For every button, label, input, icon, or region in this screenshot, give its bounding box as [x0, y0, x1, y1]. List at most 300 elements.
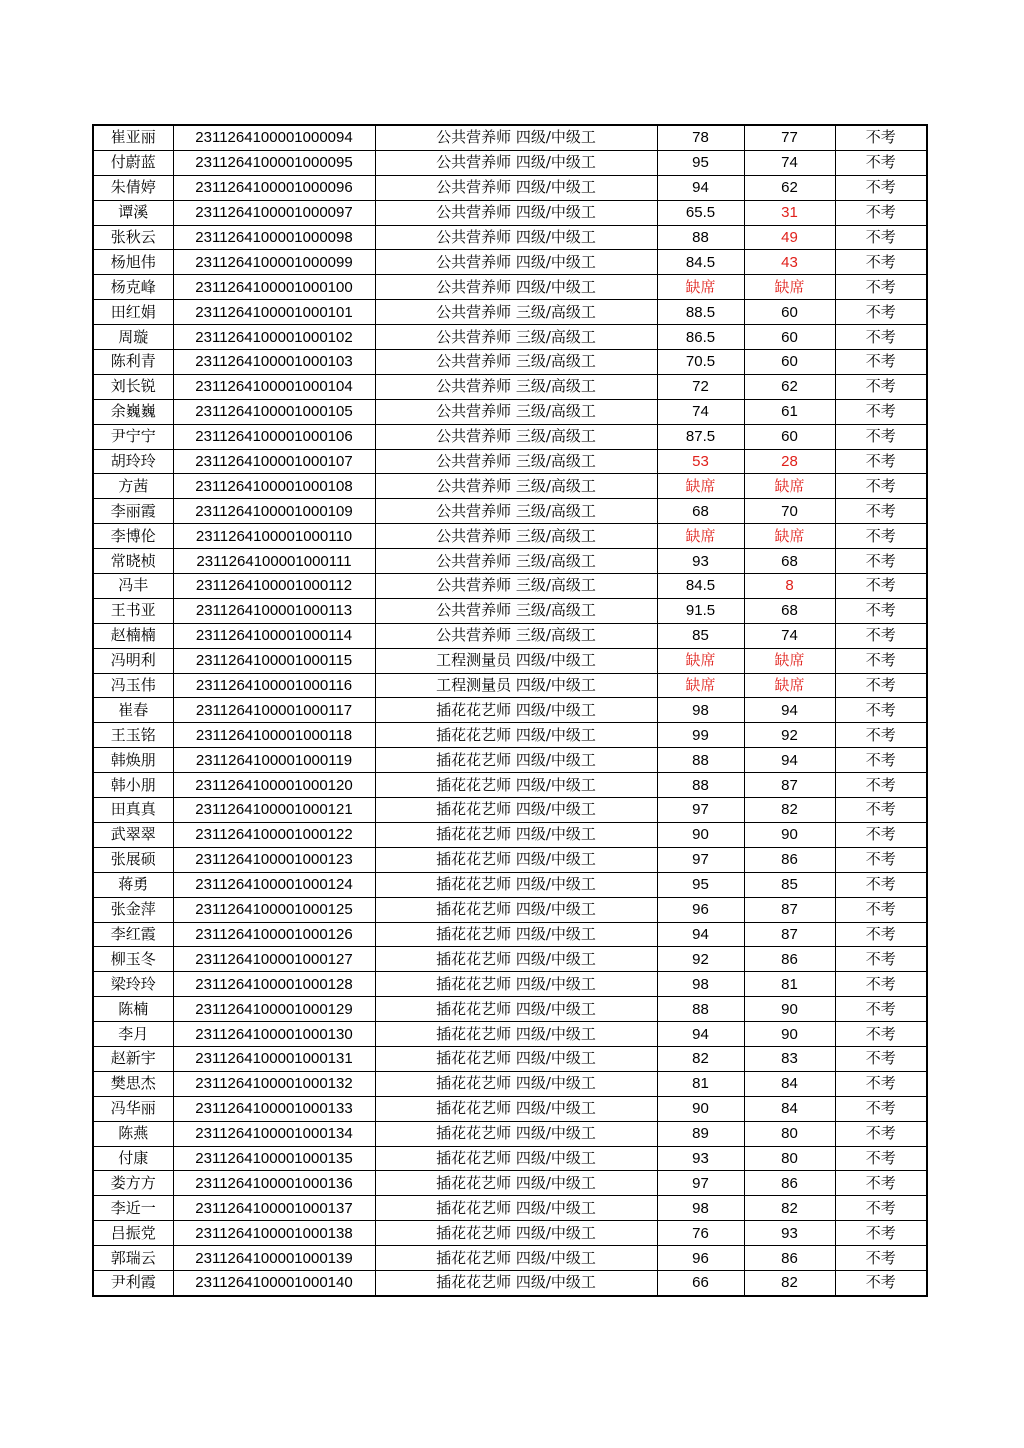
- admission-id-cell: 2311264100001000099: [173, 250, 375, 275]
- status-cell: 不考: [835, 449, 927, 474]
- theory-score-cell: 91.5: [657, 598, 744, 623]
- table-row: [93, 225, 927, 250]
- admission-id-cell: 2311264100001000124: [173, 872, 375, 897]
- occupation-level-cell: 插花花艺师 四级/中级工: [375, 748, 657, 773]
- skill-score-cell: 81: [744, 972, 835, 997]
- status-cell: 不考: [835, 549, 927, 574]
- table-row: [93, 798, 927, 823]
- skill-score-cell: 28: [744, 449, 835, 474]
- candidate-name-cell: 常晓桢: [93, 549, 173, 574]
- occupation-level-cell: 公共营养师 三级/高级工: [375, 300, 657, 325]
- theory-score-cell: 92: [657, 947, 744, 972]
- occupation-level-cell: 插花花艺师 四级/中级工: [375, 1171, 657, 1196]
- table-row: [93, 449, 927, 474]
- candidate-name-cell: 王玉铭: [93, 723, 173, 748]
- candidate-name-cell: 崔亚丽: [93, 125, 173, 150]
- status-cell: 不考: [835, 1270, 927, 1295]
- occupation-level-cell: 插花花艺师 四级/中级工: [375, 1246, 657, 1271]
- occupation-level-cell: 公共营养师 四级/中级工: [375, 150, 657, 175]
- occupation-level-cell: 插花花艺师 四级/中级工: [375, 1022, 657, 1047]
- theory-score-cell: 90: [657, 822, 744, 847]
- table-row: [93, 499, 927, 524]
- skill-score-cell: 61: [744, 399, 835, 424]
- theory-score-cell: 95: [657, 872, 744, 897]
- admission-id-cell: 2311264100001000100: [173, 275, 375, 300]
- skill-score-cell: 87: [744, 922, 835, 947]
- admission-id-cell: 2311264100001000109: [173, 499, 375, 524]
- skill-score-cell: 80: [744, 1146, 835, 1171]
- table-row: [93, 300, 927, 325]
- theory-score-cell: 88: [657, 773, 744, 798]
- candidate-name-cell: 樊思杰: [93, 1071, 173, 1096]
- occupation-level-cell: 公共营养师 三级/高级工: [375, 399, 657, 424]
- table-row: [93, 623, 927, 648]
- status-cell: 不考: [835, 350, 927, 375]
- occupation-level-cell: 插花花艺师 四级/中级工: [375, 972, 657, 997]
- theory-score-cell: 94: [657, 175, 744, 200]
- skill-score-cell: 31: [744, 200, 835, 225]
- candidate-name-cell: 周璇: [93, 325, 173, 350]
- theory-score-cell: 95: [657, 150, 744, 175]
- skill-score-cell: 80: [744, 1121, 835, 1146]
- table-row: [93, 997, 927, 1022]
- candidate-name-cell: 柳玉冬: [93, 947, 173, 972]
- occupation-level-cell: 公共营养师 三级/高级工: [375, 474, 657, 499]
- status-cell: 不考: [835, 748, 927, 773]
- occupation-level-cell: 插花花艺师 四级/中级工: [375, 1046, 657, 1071]
- status-cell: 不考: [835, 125, 927, 150]
- candidate-name-cell: 余巍巍: [93, 399, 173, 424]
- status-cell: 不考: [835, 922, 927, 947]
- candidate-name-cell: 付康: [93, 1146, 173, 1171]
- occupation-level-cell: 插花花艺师 四级/中级工: [375, 723, 657, 748]
- occupation-level-cell: 公共营养师 四级/中级工: [375, 275, 657, 300]
- theory-score-cell: 98: [657, 1196, 744, 1221]
- status-cell: 不考: [835, 773, 927, 798]
- table-row: [93, 250, 927, 275]
- admission-id-cell: 2311264100001000129: [173, 997, 375, 1022]
- skill-score-cell: 缺席: [744, 673, 835, 698]
- status-cell: 不考: [835, 897, 927, 922]
- status-cell: 不考: [835, 574, 927, 599]
- theory-score-cell: 82: [657, 1046, 744, 1071]
- admission-id-cell: 2311264100001000117: [173, 698, 375, 723]
- table-row: [93, 847, 927, 872]
- candidate-name-cell: 李丽霞: [93, 499, 173, 524]
- skill-score-cell: 82: [744, 1270, 835, 1295]
- table-row: [93, 673, 927, 698]
- admission-id-cell: 2311264100001000110: [173, 524, 375, 549]
- status-cell: 不考: [835, 648, 927, 673]
- skill-score-cell: 90: [744, 997, 835, 1022]
- occupation-level-cell: 插花花艺师 四级/中级工: [375, 872, 657, 897]
- occupation-level-cell: 公共营养师 三级/高级工: [375, 374, 657, 399]
- theory-score-cell: 缺席: [657, 673, 744, 698]
- theory-score-cell: 缺席: [657, 275, 744, 300]
- occupation-level-cell: 插花花艺师 四级/中级工: [375, 1071, 657, 1096]
- table-row: [93, 125, 927, 150]
- theory-score-cell: 96: [657, 897, 744, 922]
- occupation-level-cell: 工程测量员 四级/中级工: [375, 648, 657, 673]
- candidate-name-cell: 李近一: [93, 1196, 173, 1221]
- candidate-name-cell: 张金萍: [93, 897, 173, 922]
- status-cell: 不考: [835, 250, 927, 275]
- candidate-name-cell: 冯明利: [93, 648, 173, 673]
- theory-score-cell: 78: [657, 125, 744, 150]
- table-row: [93, 748, 927, 773]
- status-cell: 不考: [835, 1171, 927, 1196]
- admission-id-cell: 2311264100001000126: [173, 922, 375, 947]
- status-cell: 不考: [835, 822, 927, 847]
- table-row: [93, 1146, 927, 1171]
- candidate-name-cell: 赵楠楠: [93, 623, 173, 648]
- skill-score-cell: 62: [744, 175, 835, 200]
- skill-score-cell: 8: [744, 574, 835, 599]
- candidate-name-cell: 武翠翠: [93, 822, 173, 847]
- skill-score-cell: 84: [744, 1096, 835, 1121]
- candidate-name-cell: 谭溪: [93, 200, 173, 225]
- table-row: [93, 922, 927, 947]
- theory-score-cell: 94: [657, 922, 744, 947]
- skill-score-cell: 93: [744, 1221, 835, 1246]
- table-row: [93, 424, 927, 449]
- table-row: [93, 872, 927, 897]
- status-cell: 不考: [835, 374, 927, 399]
- table-row: [93, 374, 927, 399]
- candidate-name-cell: 付蔚蓝: [93, 150, 173, 175]
- occupation-level-cell: 公共营养师 三级/高级工: [375, 499, 657, 524]
- status-cell: 不考: [835, 300, 927, 325]
- candidate-name-cell: 张秋云: [93, 225, 173, 250]
- admission-id-cell: 2311264100001000133: [173, 1096, 375, 1121]
- admission-id-cell: 2311264100001000108: [173, 474, 375, 499]
- admission-id-cell: 2311264100001000112: [173, 574, 375, 599]
- status-cell: 不考: [835, 598, 927, 623]
- table-row: [93, 325, 927, 350]
- occupation-level-cell: 公共营养师 四级/中级工: [375, 175, 657, 200]
- candidate-name-cell: 梁玲玲: [93, 972, 173, 997]
- table-row: [93, 972, 927, 997]
- admission-id-cell: 2311264100001000102: [173, 325, 375, 350]
- candidate-name-cell: 胡玲玲: [93, 449, 173, 474]
- occupation-level-cell: 插花花艺师 四级/中级工: [375, 997, 657, 1022]
- theory-score-cell: 90: [657, 1096, 744, 1121]
- occupation-level-cell: 公共营养师 四级/中级工: [375, 125, 657, 150]
- admission-id-cell: 2311264100001000095: [173, 150, 375, 175]
- candidate-name-cell: 赵新宇: [93, 1046, 173, 1071]
- occupation-level-cell: 公共营养师 三级/高级工: [375, 574, 657, 599]
- status-cell: 不考: [835, 1196, 927, 1221]
- theory-score-cell: 81: [657, 1071, 744, 1096]
- table-row: [93, 1046, 927, 1071]
- occupation-level-cell: 插花花艺师 四级/中级工: [375, 1096, 657, 1121]
- candidate-name-cell: 韩小朋: [93, 773, 173, 798]
- table-row: [93, 1096, 927, 1121]
- skill-score-cell: 94: [744, 698, 835, 723]
- status-cell: 不考: [835, 325, 927, 350]
- status-cell: 不考: [835, 972, 927, 997]
- candidate-name-cell: 娄方方: [93, 1171, 173, 1196]
- table-row: [93, 200, 927, 225]
- skill-score-cell: 90: [744, 1022, 835, 1047]
- admission-id-cell: 2311264100001000137: [173, 1196, 375, 1221]
- table-row: [93, 947, 927, 972]
- admission-id-cell: 2311264100001000104: [173, 374, 375, 399]
- score-table-body: [93, 125, 927, 1296]
- theory-score-cell: 98: [657, 972, 744, 997]
- candidate-name-cell: 张展硕: [93, 847, 173, 872]
- theory-score-cell: 53: [657, 449, 744, 474]
- skill-score-cell: 缺席: [744, 275, 835, 300]
- theory-score-cell: 66: [657, 1270, 744, 1295]
- occupation-level-cell: 公共营养师 四级/中级工: [375, 250, 657, 275]
- theory-score-cell: 98: [657, 698, 744, 723]
- skill-score-cell: 49: [744, 225, 835, 250]
- candidate-name-cell: 崔春: [93, 698, 173, 723]
- admission-id-cell: 2311264100001000101: [173, 300, 375, 325]
- table-row: [93, 574, 927, 599]
- admission-id-cell: 2311264100001000128: [173, 972, 375, 997]
- theory-score-cell: 76: [657, 1221, 744, 1246]
- admission-id-cell: 2311264100001000122: [173, 822, 375, 847]
- occupation-level-cell: 插花花艺师 四级/中级工: [375, 897, 657, 922]
- admission-id-cell: 2311264100001000115: [173, 648, 375, 673]
- theory-score-cell: 缺席: [657, 474, 744, 499]
- theory-score-cell: 84.5: [657, 574, 744, 599]
- occupation-level-cell: 公共营养师 三级/高级工: [375, 325, 657, 350]
- table-row: [93, 1022, 927, 1047]
- candidate-name-cell: 杨旭伟: [93, 250, 173, 275]
- skill-score-cell: 60: [744, 325, 835, 350]
- occupation-level-cell: 插花花艺师 四级/中级工: [375, 1221, 657, 1246]
- admission-id-cell: 2311264100001000121: [173, 798, 375, 823]
- skill-score-cell: 86: [744, 847, 835, 872]
- skill-score-cell: 70: [744, 499, 835, 524]
- table-row: [93, 150, 927, 175]
- skill-score-cell: 60: [744, 424, 835, 449]
- theory-score-cell: 缺席: [657, 648, 744, 673]
- admission-id-cell: 2311264100001000134: [173, 1121, 375, 1146]
- admission-id-cell: 2311264100001000114: [173, 623, 375, 648]
- skill-score-cell: 60: [744, 350, 835, 375]
- table-row: [93, 598, 927, 623]
- admission-id-cell: 2311264100001000123: [173, 847, 375, 872]
- admission-id-cell: 2311264100001000098: [173, 225, 375, 250]
- table-row: [93, 1071, 927, 1096]
- occupation-level-cell: 插花花艺师 四级/中级工: [375, 798, 657, 823]
- occupation-level-cell: 插花花艺师 四级/中级工: [375, 698, 657, 723]
- occupation-level-cell: 公共营养师 三级/高级工: [375, 549, 657, 574]
- status-cell: 不考: [835, 424, 927, 449]
- table-row: [93, 399, 927, 424]
- admission-id-cell: 2311264100001000135: [173, 1146, 375, 1171]
- status-cell: 不考: [835, 1246, 927, 1271]
- occupation-level-cell: 公共营养师 三级/高级工: [375, 623, 657, 648]
- table-row: [93, 549, 927, 574]
- occupation-level-cell: 公共营养师 三级/高级工: [375, 424, 657, 449]
- admission-id-cell: 2311264100001000105: [173, 399, 375, 424]
- occupation-level-cell: 插花花艺师 四级/中级工: [375, 947, 657, 972]
- theory-score-cell: 86.5: [657, 325, 744, 350]
- table-row: [93, 1246, 927, 1271]
- skill-score-cell: 85: [744, 872, 835, 897]
- table-row: [93, 1221, 927, 1246]
- table-row: [93, 1196, 927, 1221]
- skill-score-cell: 86: [744, 947, 835, 972]
- theory-score-cell: 87.5: [657, 424, 744, 449]
- admission-id-cell: 2311264100001000125: [173, 897, 375, 922]
- theory-score-cell: 70.5: [657, 350, 744, 375]
- theory-score-cell: 93: [657, 549, 744, 574]
- skill-score-cell: 90: [744, 822, 835, 847]
- occupation-level-cell: 公共营养师 三级/高级工: [375, 449, 657, 474]
- status-cell: 不考: [835, 474, 927, 499]
- status-cell: 不考: [835, 1146, 927, 1171]
- theory-score-cell: 72: [657, 374, 744, 399]
- skill-score-cell: 68: [744, 549, 835, 574]
- occupation-level-cell: 插花花艺师 四级/中级工: [375, 822, 657, 847]
- table-row: [93, 350, 927, 375]
- admission-id-cell: 2311264100001000132: [173, 1071, 375, 1096]
- admission-id-cell: 2311264100001000119: [173, 748, 375, 773]
- occupation-level-cell: 公共营养师 四级/中级工: [375, 200, 657, 225]
- skill-score-cell: 缺席: [744, 524, 835, 549]
- status-cell: 不考: [835, 150, 927, 175]
- skill-score-cell: 43: [744, 250, 835, 275]
- skill-score-cell: 87: [744, 773, 835, 798]
- skill-score-cell: 82: [744, 798, 835, 823]
- status-cell: 不考: [835, 847, 927, 872]
- skill-score-cell: 缺席: [744, 648, 835, 673]
- candidate-name-cell: 冯丰: [93, 574, 173, 599]
- status-cell: 不考: [835, 947, 927, 972]
- status-cell: 不考: [835, 1121, 927, 1146]
- occupation-level-cell: 公共营养师 三级/高级工: [375, 524, 657, 549]
- admission-id-cell: 2311264100001000094: [173, 125, 375, 150]
- theory-score-cell: 74: [657, 399, 744, 424]
- admission-id-cell: 2311264100001000103: [173, 350, 375, 375]
- candidate-name-cell: 田真真: [93, 798, 173, 823]
- skill-score-cell: 缺席: [744, 474, 835, 499]
- admission-id-cell: 2311264100001000118: [173, 723, 375, 748]
- occupation-level-cell: 插花花艺师 四级/中级工: [375, 773, 657, 798]
- theory-score-cell: 88: [657, 997, 744, 1022]
- status-cell: 不考: [835, 997, 927, 1022]
- status-cell: 不考: [835, 723, 927, 748]
- candidate-name-cell: 韩焕朋: [93, 748, 173, 773]
- skill-score-cell: 87: [744, 897, 835, 922]
- table-row: [93, 1121, 927, 1146]
- table-row: [93, 275, 927, 300]
- table-row: [93, 1171, 927, 1196]
- skill-score-cell: 83: [744, 1046, 835, 1071]
- admission-id-cell: 2311264100001000096: [173, 175, 375, 200]
- table-row: [93, 1270, 927, 1295]
- skill-score-cell: 82: [744, 1196, 835, 1221]
- occupation-level-cell: 插花花艺师 四级/中级工: [375, 847, 657, 872]
- candidate-name-cell: 李博伦: [93, 524, 173, 549]
- theory-score-cell: 99: [657, 723, 744, 748]
- candidate-name-cell: 尹宁宁: [93, 424, 173, 449]
- occupation-level-cell: 插花花艺师 四级/中级工: [375, 1270, 657, 1295]
- status-cell: 不考: [835, 798, 927, 823]
- admission-id-cell: 2311264100001000106: [173, 424, 375, 449]
- occupation-level-cell: 工程测量员 四级/中级工: [375, 673, 657, 698]
- candidate-name-cell: 陈燕: [93, 1121, 173, 1146]
- theory-score-cell: 88.5: [657, 300, 744, 325]
- candidate-name-cell: 陈利青: [93, 350, 173, 375]
- candidate-name-cell: 尹利霞: [93, 1270, 173, 1295]
- occupation-level-cell: 插花花艺师 四级/中级工: [375, 1196, 657, 1221]
- candidate-name-cell: 郭瑞云: [93, 1246, 173, 1271]
- status-cell: 不考: [835, 1022, 927, 1047]
- admission-id-cell: 2311264100001000130: [173, 1022, 375, 1047]
- theory-score-cell: 97: [657, 847, 744, 872]
- theory-score-cell: 缺席: [657, 524, 744, 549]
- status-cell: 不考: [835, 225, 927, 250]
- theory-score-cell: 88: [657, 225, 744, 250]
- skill-score-cell: 86: [744, 1246, 835, 1271]
- skill-score-cell: 94: [744, 748, 835, 773]
- table-row: [93, 648, 927, 673]
- admission-id-cell: 2311264100001000139: [173, 1246, 375, 1271]
- admission-id-cell: 2311264100001000116: [173, 673, 375, 698]
- admission-id-cell: 2311264100001000120: [173, 773, 375, 798]
- theory-score-cell: 93: [657, 1146, 744, 1171]
- theory-score-cell: 68: [657, 499, 744, 524]
- skill-score-cell: 62: [744, 374, 835, 399]
- status-cell: 不考: [835, 524, 927, 549]
- theory-score-cell: 85: [657, 623, 744, 648]
- skill-score-cell: 84: [744, 1071, 835, 1096]
- candidate-name-cell: 冯华丽: [93, 1096, 173, 1121]
- admission-id-cell: 2311264100001000111: [173, 549, 375, 574]
- occupation-level-cell: 插花花艺师 四级/中级工: [375, 922, 657, 947]
- table-row: [93, 723, 927, 748]
- status-cell: 不考: [835, 200, 927, 225]
- skill-score-cell: 92: [744, 723, 835, 748]
- theory-score-cell: 84.5: [657, 250, 744, 275]
- status-cell: 不考: [835, 623, 927, 648]
- theory-score-cell: 97: [657, 798, 744, 823]
- skill-score-cell: 86: [744, 1171, 835, 1196]
- status-cell: 不考: [835, 1221, 927, 1246]
- table-row: [93, 822, 927, 847]
- candidate-name-cell: 杨克峰: [93, 275, 173, 300]
- status-cell: 不考: [835, 175, 927, 200]
- candidate-name-cell: 刘长锐: [93, 374, 173, 399]
- status-cell: 不考: [835, 1096, 927, 1121]
- admission-id-cell: 2311264100001000136: [173, 1171, 375, 1196]
- table-row: [93, 897, 927, 922]
- admission-id-cell: 2311264100001000113: [173, 598, 375, 623]
- occupation-level-cell: 插花花艺师 四级/中级工: [375, 1121, 657, 1146]
- occupation-level-cell: 公共营养师 四级/中级工: [375, 225, 657, 250]
- candidate-name-cell: 吕振党: [93, 1221, 173, 1246]
- skill-score-cell: 74: [744, 623, 835, 648]
- candidate-name-cell: 蒋勇: [93, 872, 173, 897]
- table-row: [93, 773, 927, 798]
- table-row: [93, 474, 927, 499]
- skill-score-cell: 77: [744, 125, 835, 150]
- theory-score-cell: 96: [657, 1246, 744, 1271]
- table-row: [93, 175, 927, 200]
- admission-id-cell: 2311264100001000140: [173, 1270, 375, 1295]
- candidate-name-cell: 田红娟: [93, 300, 173, 325]
- candidate-name-cell: 李红霞: [93, 922, 173, 947]
- admission-id-cell: 2311264100001000127: [173, 947, 375, 972]
- theory-score-cell: 88: [657, 748, 744, 773]
